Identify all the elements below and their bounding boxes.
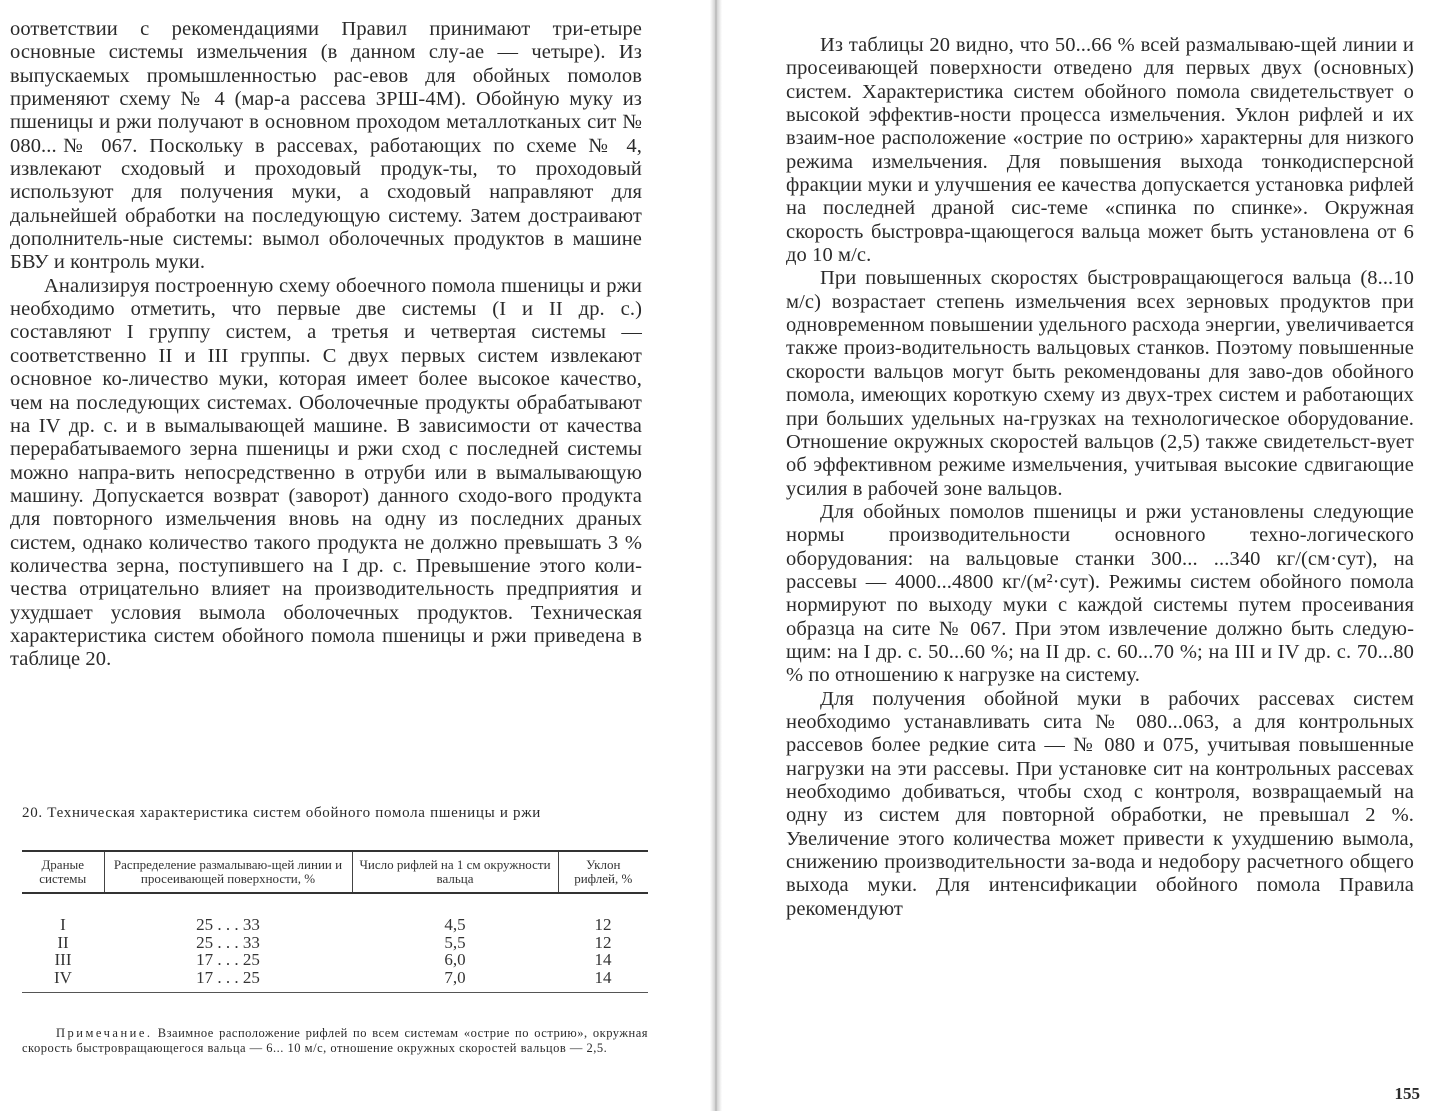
- table-cell: 25 . . . 33: [196, 932, 260, 952]
- left-page-text: [10, 18, 642, 672]
- table-cell: 4,5: [444, 915, 466, 934]
- right-page-text: [786, 34, 1414, 921]
- page-number: 155: [1394, 1084, 1420, 1103]
- table-cell: 14: [594, 950, 612, 969]
- table-header-cell: Число рифлей на 1 см окружности вальца: [352, 851, 558, 893]
- table-cell: III: [54, 950, 72, 969]
- table-cell: 7,0: [352, 969, 558, 993]
- table-note-text: Взаимное расположение рифлей по всем системам «острие по острию», окружная скорость быстровращающегося вальца — 6... 10 м/с, отношение окружных скоростей вальцов — 2,5.: [22, 1026, 649, 1055]
- table-cell: 17 . . . 25: [104, 969, 352, 993]
- table-caption: 20. Техническая характеристика систем обойного помола пшеницы и ржи: [22, 805, 542, 821]
- right-page: [728, 0, 1438, 1111]
- table-row: [22, 951, 648, 969]
- table-row: [22, 893, 648, 934]
- table-header-cell: Распределение размалываю-щей линии и просеивающей поверхности, %: [104, 851, 352, 893]
- table-cell: I: [60, 915, 66, 934]
- table-row: [22, 969, 648, 993]
- table-cell: IV: [22, 969, 104, 993]
- paragraph: Для получения обойной муки в рабочих рассевах систем необходимо устанавливать сита № 080...063, а для контрольных рассевов более редкие сита — № 080 и 075, учитывая повышенные нагрузки на эти рассевы. При установке сит на контрольных рассевах необходимо добиваться, чтобы сход с контроля, возвращаемый на одну из систем для повторной обработки, не превышал 2 %. Увеличение этого количества может привести к ухудшению вымола, снижению производительности за-вода и недобору расчетного общего выхода муки. Для интенсификации обойного помола Правила рекомендуют: [786, 687, 1414, 920]
- table-cell: 5,5: [444, 932, 466, 952]
- table-cell: 17 . . . 25: [196, 950, 260, 969]
- table-cell: 12: [594, 915, 612, 934]
- paragraph: Анализируя построенную схему обоечного помола пшеницы и ржи необходимо отметить, что первые две системы (I и II др. с.) составляют I группу систем, а третья и четвертая системы — соответственно II и III группы. С двух первых систем извлекают основное ко-личество муки, которая имеет более высокое качество, чем на последующих системах. Оболочечные продукты обрабатывают на IV др. с. и в вымалывающей машине. В зависимости от качества перерабатываемого зерна пшеницы и ржи сход с последней системы можно напра-вить непосредственно в отруби или в вымалывающую машину. Допускается возврат (заворот) данного сходо-вого продукта для повторного измельчения вновь на одну из последних драных систем, однако количество такого продукта не должно превышать 3 % количества зерна, поступившего на I др. с. Превышение этого коли-чества отрицательно влияет на производительность предприятия и ухудшает условия вымола оболочечных продуктов. Техническая характеристика систем обойного помола пшеницы и ржи приведена в таблице 20.: [10, 274, 642, 671]
- table-header-cell: Уклон рифлей, %: [558, 851, 648, 893]
- paragraph: Из таблицы 20 видно, что 50...66 % всей размалываю-щей линии и просеивающей поверхности отведено для первых двух (основных) систем. Характеристика систем обойного помола свидетельствует о высокой эффектив-ности процесса измельчения. Уклон рифлей и их взаим-ное расположение «острие по острию» характерны для низкого режима измельчения. Для повышения выхода тонкодисперсной фракции муки и улучшения ее качества допускается установка рифлей на последней драной сис-теме «спинка по спинке». Окружная скорость быстровра-щающегося вальца может быть установлена от 6 до 10 м/с.: [786, 34, 1414, 267]
- characteristics-table: [22, 850, 648, 993]
- table-header-row: [22, 851, 648, 893]
- table-cell: 12: [594, 932, 612, 952]
- table-row: [22, 934, 648, 952]
- left-page: [0, 0, 700, 1111]
- paragraph: оответствии с рекомендациями Правил принимают три-етыре основные системы измельчения (в данном слу-ае — четыре). Из выпускаемых промышленностью рас-евов для обойных помолов применяют схему № 4 (мар-а рассева ЗРШ-4М). Обойную муку из пшеницы и ржи получают в основном проходом металлотканых сит № 080...№ 067. Поскольку в рассевах, работающих по схеме № 4, извлекают сходовый и проходовый продук-ты, то проходовый используют для получения муки, а сходовый направляют для дальнейшей обработки на последующую систему. Затем достраивают дополнитель-ные системы: вымол оболочечных продуктов в машине БВУ и контроль муки.: [10, 18, 642, 274]
- book-spine: [710, 0, 722, 1111]
- table-cell: 25 . . . 33: [196, 915, 260, 934]
- table-cell: II: [57, 932, 69, 952]
- table-cell: 14: [558, 969, 648, 993]
- table-cell: 6,0: [444, 950, 466, 969]
- table-header-cell: Драные системы: [22, 851, 104, 893]
- paragraph: При повышенных скоростях быстровращающегося вальца (8...10 м/с) возрастает степень измельчения всех зерновых продуктов при одновременном повышении удельного расхода энергии, увеличивается также произ-водительность вальцовых станков. Поэтому повышенные скорости вальцов могут быть рекомендованы для заво-дов обойного помола, имеющих короткую схему из двух-трех систем и работающих при больших удельных на-грузках на технологическое оборудование. Отношение окружных скоростей вальцов (2,5) также свидетельст-вует об эффективном режиме измельчения, учитывая высокие сдвигающие усилия в рабочей зоне вальцов.: [786, 267, 1414, 500]
- table-note: [22, 1026, 648, 1056]
- table-note-label: Примечание.: [56, 1026, 153, 1040]
- paragraph: Для обойных помолов пшеницы и ржи установлены следующие нормы производительности основного техно-логического оборудования: на вальцовые станки 300... ...340 кг/(см·сут), на рассевы — 4000...4800 кг/(м²·сут). Режимы систем обойного помола нормируют по выходу муки с каждой системы путем просеивания образца на сите № 067. При этом извлечение должно быть следую-щим: на I др. с. 50...60 %; на II др. с. 60...70 %; на III и IV др. с. 70...80 % по отношению к нагрузке на систему.: [786, 500, 1414, 687]
